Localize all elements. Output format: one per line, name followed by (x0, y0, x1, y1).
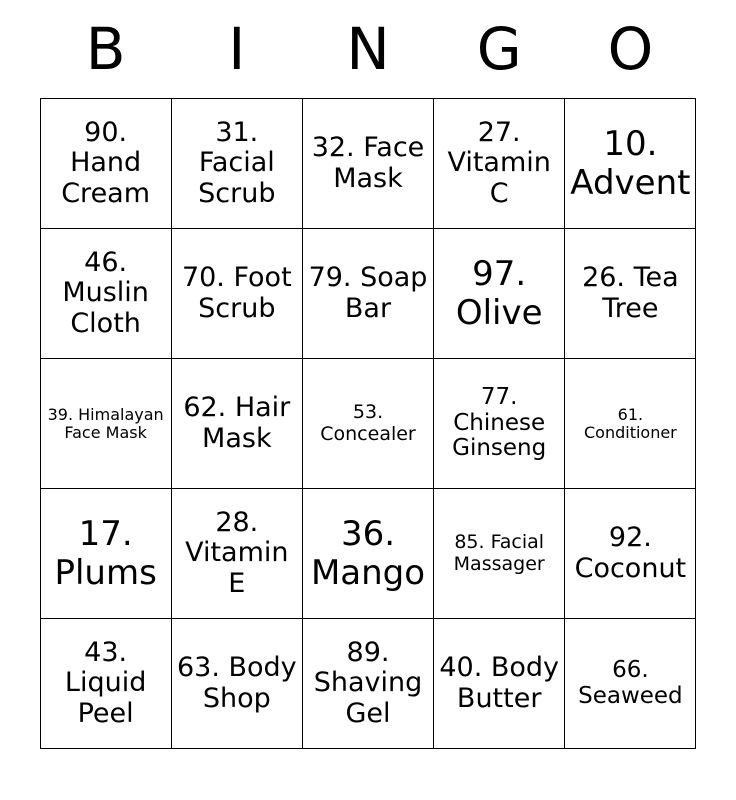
bingo-row (40, 619, 696, 749)
bingo-cell[interactable]: 53. Concealer (302, 359, 433, 489)
bingo-cell[interactable]: 79. Soap Bar (302, 229, 433, 359)
bingo-header-letter-b: B (85, 15, 126, 83)
bingo-cell[interactable]: 39. Himalayan Face Mask (40, 359, 171, 489)
bingo-cell[interactable]: 46. Muslin Cloth (40, 229, 171, 359)
bingo-cell[interactable]: 17. Plums (40, 489, 171, 619)
bingo-cell[interactable]: 89. Shaving Gel (302, 619, 433, 749)
bingo-header-letter-g: G (476, 15, 522, 83)
bingo-cell[interactable]: 32. Face Mask (302, 99, 433, 229)
bingo-header-row (40, 0, 696, 98)
bingo-row (40, 359, 696, 489)
bingo-row (40, 99, 696, 229)
bingo-cell[interactable]: 40. Body Butter (434, 619, 565, 749)
bingo-cell[interactable]: 27. Vitamin C (434, 99, 565, 229)
bingo-cell[interactable]: 66. Seaweed (565, 619, 696, 749)
bingo-cell[interactable]: 92. Coconut (565, 489, 696, 619)
bingo-cell[interactable]: 62. Hair Mask (171, 359, 302, 489)
bingo-cell[interactable]: 36. Mango (302, 489, 433, 619)
bingo-cell[interactable]: 31. Facial Scrub (171, 99, 302, 229)
bingo-header-letter-i: I (228, 15, 246, 83)
bingo-cell[interactable]: 97. Olive (434, 229, 565, 359)
bingo-cell[interactable]: 43. Liquid Peel (40, 619, 171, 749)
bingo-cell[interactable]: 90. Hand Cream (40, 99, 171, 229)
bingo-cell[interactable]: 61. Conditioner (565, 359, 696, 489)
bingo-header-letter-o: O (607, 15, 654, 83)
bingo-cell[interactable]: 77. Chinese Ginseng (434, 359, 565, 489)
bingo-cell[interactable]: 10. Advent (565, 99, 696, 229)
bingo-cell[interactable]: 28. Vitamin E (171, 489, 302, 619)
bingo-cell[interactable]: 26. Tea Tree (565, 229, 696, 359)
bingo-cell[interactable]: 85. Facial Massager (434, 489, 565, 619)
bingo-row (40, 229, 696, 359)
bingo-cell[interactable]: 63. Body Shop (171, 619, 302, 749)
bingo-grid (40, 98, 697, 749)
bingo-cell[interactable]: 70. Foot Scrub (171, 229, 302, 359)
bingo-header-letter-n: N (346, 15, 390, 83)
bingo-row (40, 489, 696, 619)
